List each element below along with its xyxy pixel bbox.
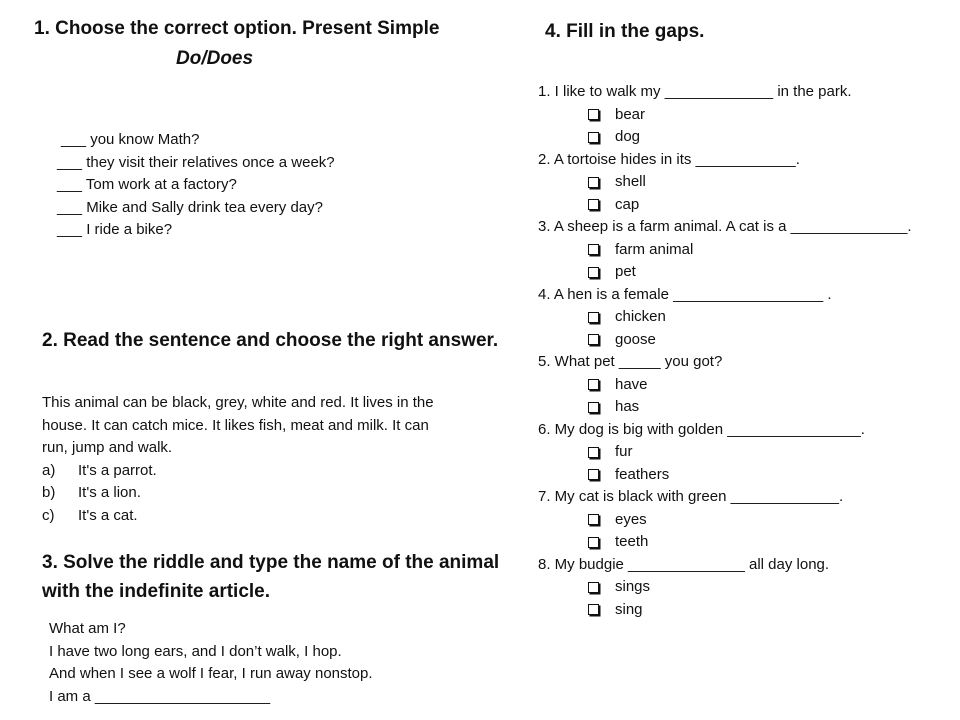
section2-title	[42, 326, 512, 355]
riddle-line: And when I see a wolf I fear, I run away nonstop.	[49, 665, 373, 682]
choice-label: goose	[615, 330, 656, 348]
choice-label: fur	[615, 443, 633, 460]
option-text: It's a cat.	[78, 506, 138, 524]
choice-label: sing	[615, 600, 643, 618]
section1-line: ___ they visit their relatives once a week?	[57, 153, 335, 171]
section1-line: ___ Tom work at a factory?	[57, 176, 237, 193]
option-letter: c)	[42, 506, 55, 524]
question-text: 4. A hen is a female __________________ .	[538, 285, 832, 303]
choice-item[interactable]	[538, 171, 912, 194]
question-text: 2. A tortoise hides in its ____________.	[538, 150, 800, 168]
option-letter: a)	[42, 461, 56, 479]
section3-title: 3. Solve the riddle and type the name of the animal with the indefinite article.	[42, 552, 500, 602]
question-text: 6. My dog is big with golden ________________.	[538, 420, 865, 438]
riddle-line: What am I?	[49, 620, 126, 637]
choice-label: shell	[615, 173, 646, 190]
question-text: 1. I like to walk my _____________ in the park.	[538, 83, 852, 100]
choice-label: dog	[615, 128, 641, 145]
choice-item[interactable]	[538, 239, 912, 262]
section2-option-c	[42, 505, 512, 528]
checkbox-icon[interactable]	[588, 514, 599, 525]
choice-item[interactable]	[538, 329, 912, 352]
choice-item[interactable]	[538, 509, 912, 532]
choice-label: cap	[615, 195, 640, 213]
choice-item[interactable]	[538, 306, 912, 329]
checkbox-icon[interactable]	[588, 469, 599, 480]
section1-list	[57, 129, 335, 242]
section2-option-b	[42, 482, 512, 505]
choice-item[interactable]	[538, 576, 912, 599]
choice-label: chicken	[615, 308, 666, 325]
choice-item[interactable]	[538, 104, 912, 127]
section2-text-line: This animal can be black, grey, white and red. It lives in the	[42, 394, 434, 411]
checkbox-icon[interactable]	[588, 537, 599, 548]
choice-label: pet	[615, 263, 636, 280]
section1-line: ___ I ride a bike?	[57, 221, 173, 238]
choice-item[interactable]	[538, 396, 912, 419]
checkbox-icon[interactable]	[588, 582, 599, 593]
choice-item[interactable]	[538, 531, 912, 554]
question-text: 7. My cat is black with green _____________.	[538, 488, 844, 505]
choice-label: feathers	[615, 465, 670, 483]
choice-label: has	[615, 398, 640, 415]
choice-item[interactable]	[538, 441, 912, 464]
riddle-answer-line: I am a _____________________	[49, 687, 271, 705]
checkbox-icon[interactable]	[588, 177, 599, 188]
checkbox-icon[interactable]	[588, 379, 599, 390]
choice-item[interactable]	[538, 194, 912, 217]
section2-text	[42, 392, 512, 527]
choice-label: teeth	[615, 533, 649, 550]
choice-item[interactable]	[538, 599, 912, 622]
section2-text-line: house. It can catch mice. It likes fish, meat and milk. It can	[42, 416, 429, 434]
choice-label: sings	[615, 578, 651, 595]
section1-title: 1. Choose the correct option. Present Simple	[34, 18, 440, 39]
choice-label: bear	[615, 105, 646, 123]
checkbox-icon[interactable]	[588, 199, 599, 210]
section2-number: 2.	[42, 330, 58, 351]
riddle-line: I have two long ears, and I don’t walk, I hop.	[49, 642, 342, 660]
choice-item[interactable]	[538, 374, 912, 397]
choice-label: farm animal	[615, 240, 694, 258]
checkbox-icon[interactable]	[588, 334, 599, 345]
section2-text-line: run, jump and walk.	[42, 439, 173, 456]
choice-item[interactable]	[538, 261, 912, 284]
checkbox-icon[interactable]	[588, 244, 599, 255]
checkbox-icon[interactable]	[588, 109, 599, 120]
checkbox-icon[interactable]	[588, 312, 599, 323]
checkbox-icon[interactable]	[588, 132, 599, 143]
checkbox-icon[interactable]	[588, 267, 599, 278]
option-letter: b)	[42, 484, 56, 501]
question-text: 5. What pet _____ you got?	[538, 353, 723, 370]
section4-questions	[538, 81, 912, 621]
choice-label: have	[615, 375, 648, 393]
choice-item[interactable]	[538, 126, 912, 149]
section1-line: ___ you know Math?	[61, 131, 200, 148]
section2-option-a	[42, 460, 512, 483]
checkbox-icon[interactable]	[588, 402, 599, 413]
section3-riddle	[49, 618, 373, 708]
checkbox-icon[interactable]	[588, 604, 599, 615]
choice-item[interactable]	[538, 464, 912, 487]
choice-label: eyes	[615, 510, 647, 528]
section1-subtitle: Do/Does	[176, 48, 254, 69]
question-text: 3. A sheep is a farm animal. A cat is a ______________.	[538, 218, 912, 235]
option-text: It's a parrot.	[78, 461, 157, 479]
section1-line: ___ Mike and Sally drink tea every day?	[57, 198, 323, 216]
checkbox-icon[interactable]	[588, 447, 599, 458]
question-text: 8. My budgie ______________ all day long.	[538, 555, 830, 573]
option-text: It's a lion.	[78, 484, 141, 501]
section2-heading: Read the sentence and choose the right answer.	[63, 330, 499, 351]
section4-title: 4. Fill in the gaps.	[545, 21, 705, 42]
